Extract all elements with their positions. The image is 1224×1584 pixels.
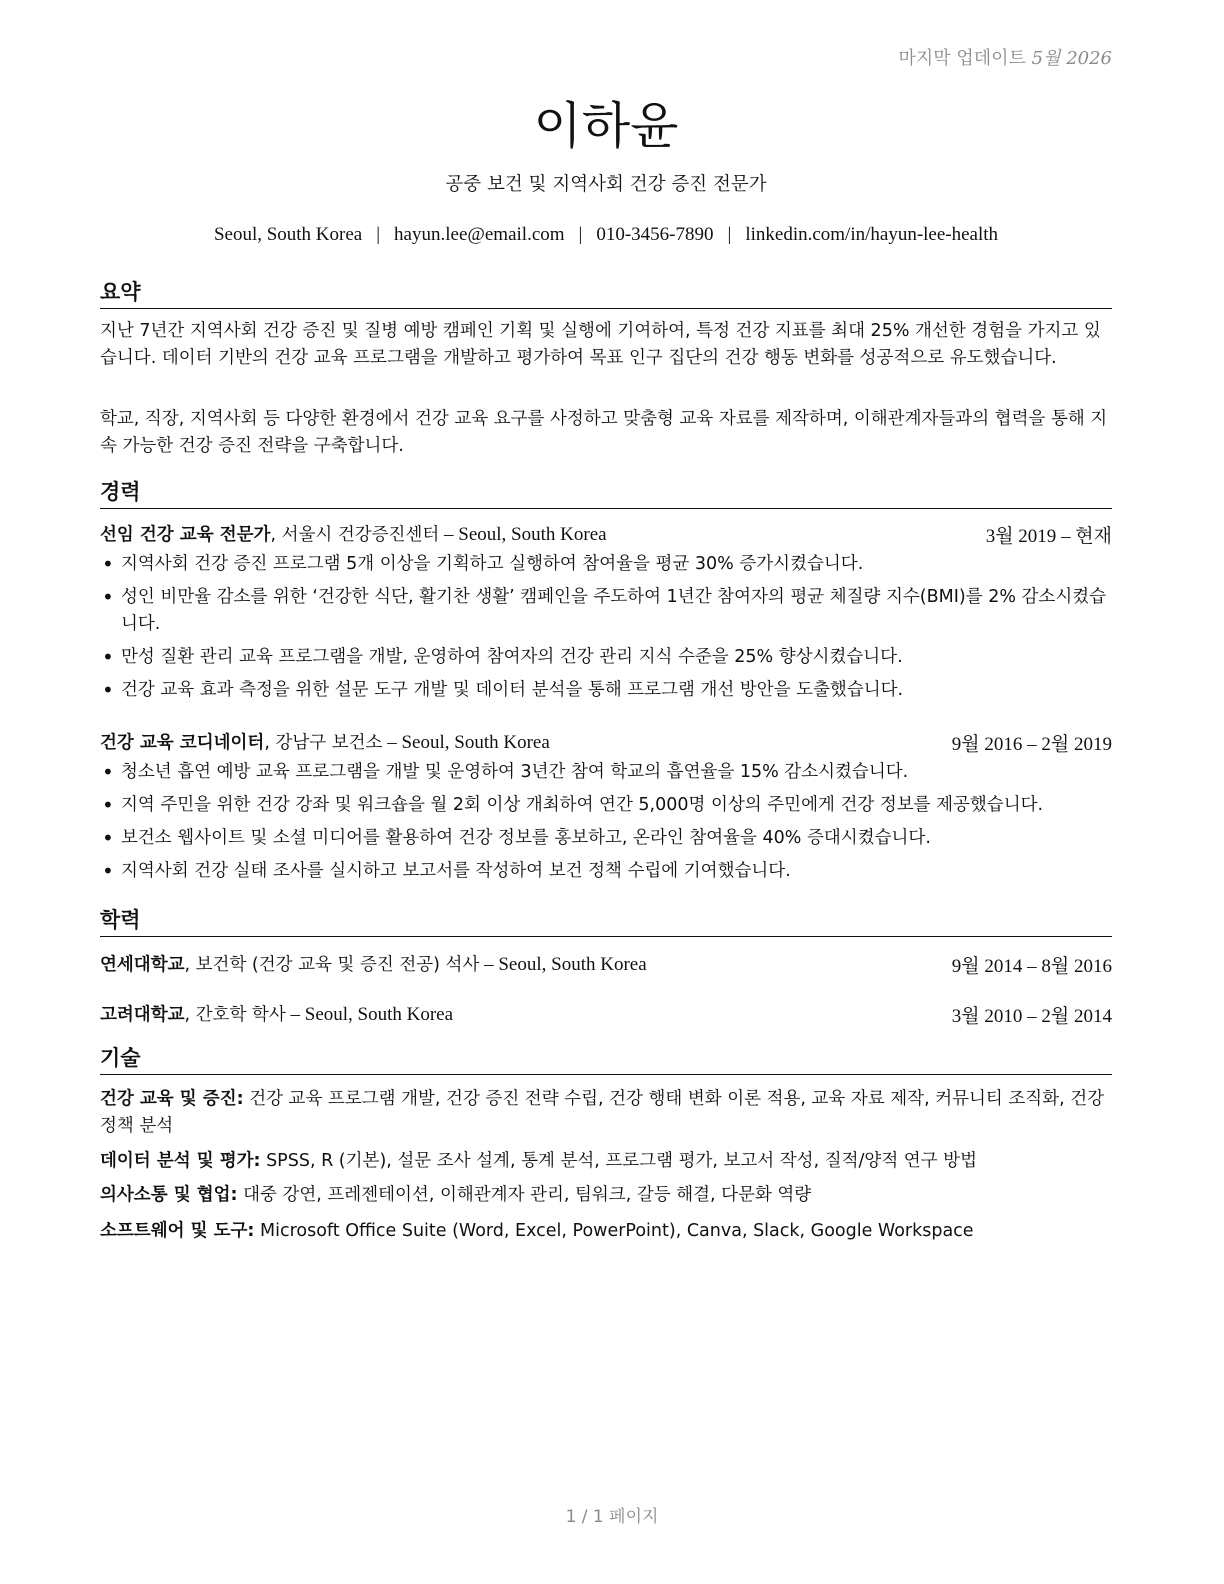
skill-item xyxy=(100,1148,1112,1175)
section-title-experience: 경력 xyxy=(100,476,1112,509)
job-location: – Seoul, South Korea xyxy=(439,524,607,545)
job-header xyxy=(100,521,1112,547)
page-number: 1 / 1 페이지 xyxy=(565,1507,659,1527)
job-location: – Seoul, South Korea xyxy=(382,732,550,753)
education-dates: 3월 2010 – 2월 2014 xyxy=(951,1006,1112,1027)
contact-line xyxy=(100,224,1112,246)
education-entry xyxy=(100,1001,1112,1027)
job-dates: 9월 2016 – 2월 2019 xyxy=(951,734,1112,755)
section-title-skills: 기술 xyxy=(100,1042,1112,1075)
education-location: – Seoul, South Korea xyxy=(285,1004,454,1025)
skill-label: 소프트웨어 및 도구: xyxy=(100,1221,255,1241)
job-bullets xyxy=(100,759,1112,891)
education-entry xyxy=(100,951,1112,977)
contact-email[interactable]: hayun.lee@email.com xyxy=(394,224,565,245)
contact-location: Seoul, South Korea xyxy=(213,224,363,245)
list-item: • 지역 주민을 위한 건강 강좌 및 워크숍을 월 2회 이상 개최하여 연간 5,000명 이상의 주민에게 건강 정보를 제공했습니다. xyxy=(100,792,1112,819)
skill-value: Microsoft Office Suite (Word, Excel, PowerPoint), Canva, Slack, Google Workspace xyxy=(254,1221,974,1241)
job-org: , 서울시 건강증진센터 xyxy=(270,525,440,545)
resume-page xyxy=(100,0,1112,1584)
skill-label: 데이터 분석 및 평가: xyxy=(100,1151,261,1171)
contact-separator: | xyxy=(727,224,732,245)
job-role: 선임 건강 교육 전문가 xyxy=(100,525,271,545)
skill-item xyxy=(100,1182,1112,1209)
skill-label: 의사소통 및 협업: xyxy=(100,1185,238,1205)
education-school: 연세대학교 xyxy=(100,955,185,975)
headline: 공중 보건 및 지역사회 건강 증진 전문가 xyxy=(445,174,767,195)
job-role: 건강 교육 코디네이터 xyxy=(100,733,265,753)
contact-separator: | xyxy=(578,224,583,245)
job-dates: 3월 2019 – 현재 xyxy=(985,526,1112,547)
skill-value: 건강 교육 프로그램 개발, 건강 증진 전략 수립, 건강 행태 변화 이론 적용, 교육 자료 제작, 커뮤니티 조직화, 건강 정책 분석 xyxy=(100,1089,1105,1136)
list-item: • 보건소 웹사이트 및 소셜 미디어를 활용하여 건강 정보를 홍보하고, 온라인 참여율을 40% 증대시켰습니다. xyxy=(100,825,1112,852)
skill-label: 건강 교육 및 증진: xyxy=(100,1089,244,1109)
skill-item xyxy=(100,1218,1112,1245)
summary-paragraph: 지난 7년간 지역사회 건강 증진 및 질병 예방 캠페인 기획 및 실행에 기여하여, 특정 건강 지표를 최대 25% 개선한 경험을 가지고 있습니다. 데이터 기반의 건강 교육 프로그램을 개발하고 평가하여 목표 인구 집단의 건강 행동 변화를 성공적으로 유도했습니다. xyxy=(100,321,1101,368)
job-bullets xyxy=(100,551,1112,710)
skill-value: 대중 강연, 프레젠테이션, 이해관계자 관리, 팀워크, 갈등 해결, 다문화 역량 xyxy=(237,1185,812,1205)
skill-value: SPSS, R (기본), 설문 조사 설계, 통계 분석, 프로그램 평가, 보고서 작성, 질적/양적 연구 방법 xyxy=(260,1151,977,1171)
skill-item xyxy=(100,1086,1112,1140)
summary-paragraph: 학교, 직장, 지역사회 등 다양한 환경에서 건강 교육 요구를 사정하고 맞춤형 교육 자료를 제작하며, 이해관계자들과의 협력을 통해 지속 가능한 건강 증진 전략을 구축합니다. xyxy=(100,409,1108,456)
contact-linkedin[interactable]: linkedin.com/in/hayun-lee-health xyxy=(745,224,999,245)
contact-separator: | xyxy=(376,224,381,245)
list-item: • 청소년 흡연 예방 교육 프로그램을 개발 및 운영하여 3년간 참여 학교의 흡연율을 15% 감소시켰습니다. xyxy=(100,759,1112,786)
last-updated: 마지막 업데이트 5월 2026 xyxy=(898,48,1112,69)
candidate-name: 이하윤 xyxy=(533,97,679,155)
section-title-summary: 요약 xyxy=(100,276,1112,309)
job-org: , 강남구 보건소 xyxy=(264,733,383,753)
education-dates: 9월 2014 – 8월 2016 xyxy=(951,956,1112,977)
education-degree: , 보건학 (건강 교육 및 증진 전공) 석사 xyxy=(184,955,480,975)
education-location: – Seoul, South Korea xyxy=(479,954,647,975)
list-item: • 만성 질환 관리 교육 프로그램을 개발, 운영하여 참여자의 건강 관리 지식 수준을 25% 향상시켰습니다. xyxy=(100,644,1112,671)
list-item: • 지역사회 건강 증진 프로그램 5개 이상을 기획하고 실행하여 참여율을 평균 30% 증가시켰습니다. xyxy=(100,551,1112,578)
education-degree: , 간호학 학사 xyxy=(184,1005,286,1025)
list-item: • 지역사회 건강 실태 조사를 실시하고 보고서를 작성하여 보건 정책 수립에 기여했습니다. xyxy=(100,858,1112,885)
contact-phone: 010-3456-7890 xyxy=(596,224,714,245)
section-title-education: 학력 xyxy=(100,904,1112,937)
list-item: • 성인 비만율 감소를 위한 ‘건강한 식단, 활기찬 생활’ 캠페인을 주도하여 1년간 참여자의 평균 체질량 지수(BMI)를 2% 감소시켰습니다. xyxy=(100,584,1112,638)
job-header xyxy=(100,729,1112,755)
list-item: • 건강 교육 효과 측정을 위한 설문 도구 개발 및 데이터 분석을 통해 프로그램 개선 방안을 도출했습니다. xyxy=(100,677,1112,704)
education-school: 고려대학교 xyxy=(100,1005,185,1025)
